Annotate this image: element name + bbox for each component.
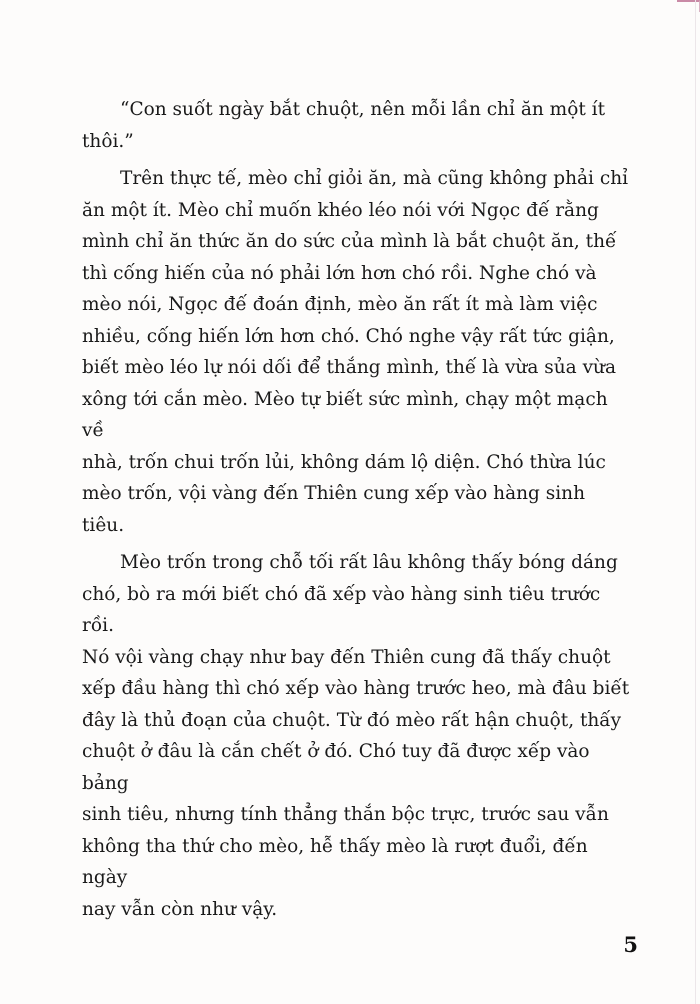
page-number: 5	[623, 932, 638, 957]
page-edge-rule	[695, 0, 696, 1004]
paragraph-2: Trên thực tế, mèo chỉ giỏi ăn, mà cũng không phải chỉ ăn một ít. Mèo chỉ muốn khéo léo nói với Ngọc đế rằng mình chỉ ăn thức ăn do sức của mình là bắt chuột ăn, thế thì cống hiến của nó phải lớn hơn chó rồi. Nghe chó và mèo nói, Ngọc đế đoán định, mèo ăn rất ít mà làm việc nhiều, cống hiến lớn hơn chó. Chó nghe vậy rất tức giận, biết mèo léo lự nói dối để thắng mình, thế là vừa sủa vừa xông tới cắn mèo. Mèo tự biết sức mình, chạy một mạch về nhà, trốn chui trốn lủi, không dám lộ diện. Chó thừa lúc mèo trốn, vội vàng đến Thiên cung xếp vào hàng sinh tiêu.	[82, 168, 629, 536]
page-edge-mark	[677, 0, 700, 12]
paragraph-3: Mèo trốn trong chỗ tối rất lâu không thấy bóng dáng chó, bò ra mới biết chó đã xếp vào hàng sinh tiêu trước rồi. Nó vội vàng chạy như bay đến Thiên cung đã thấy chuột xếp đầu hàng thì chó xếp vào hàng trước heo, mà đâu biết đây là thủ đoạn của chuột. Từ đó mèo rất hận chuột, thấy chuột ở đâu là cắn chết ở đó. Chó tuy đã được xếp vào bảng sinh tiêu, nhưng tính thẳng thắn bộc trực, trước sau vẫn không tha thứ cho mèo, hễ thấy mèo là rượt đuổi, đến ngày nay vẫn còn như vậy.	[82, 552, 630, 920]
body-text	[82, 94, 632, 931]
paragraph-1: “Con suốt ngày bắt chuột, nên mỗi lần chỉ ăn một ít thôi.”	[82, 99, 606, 152]
